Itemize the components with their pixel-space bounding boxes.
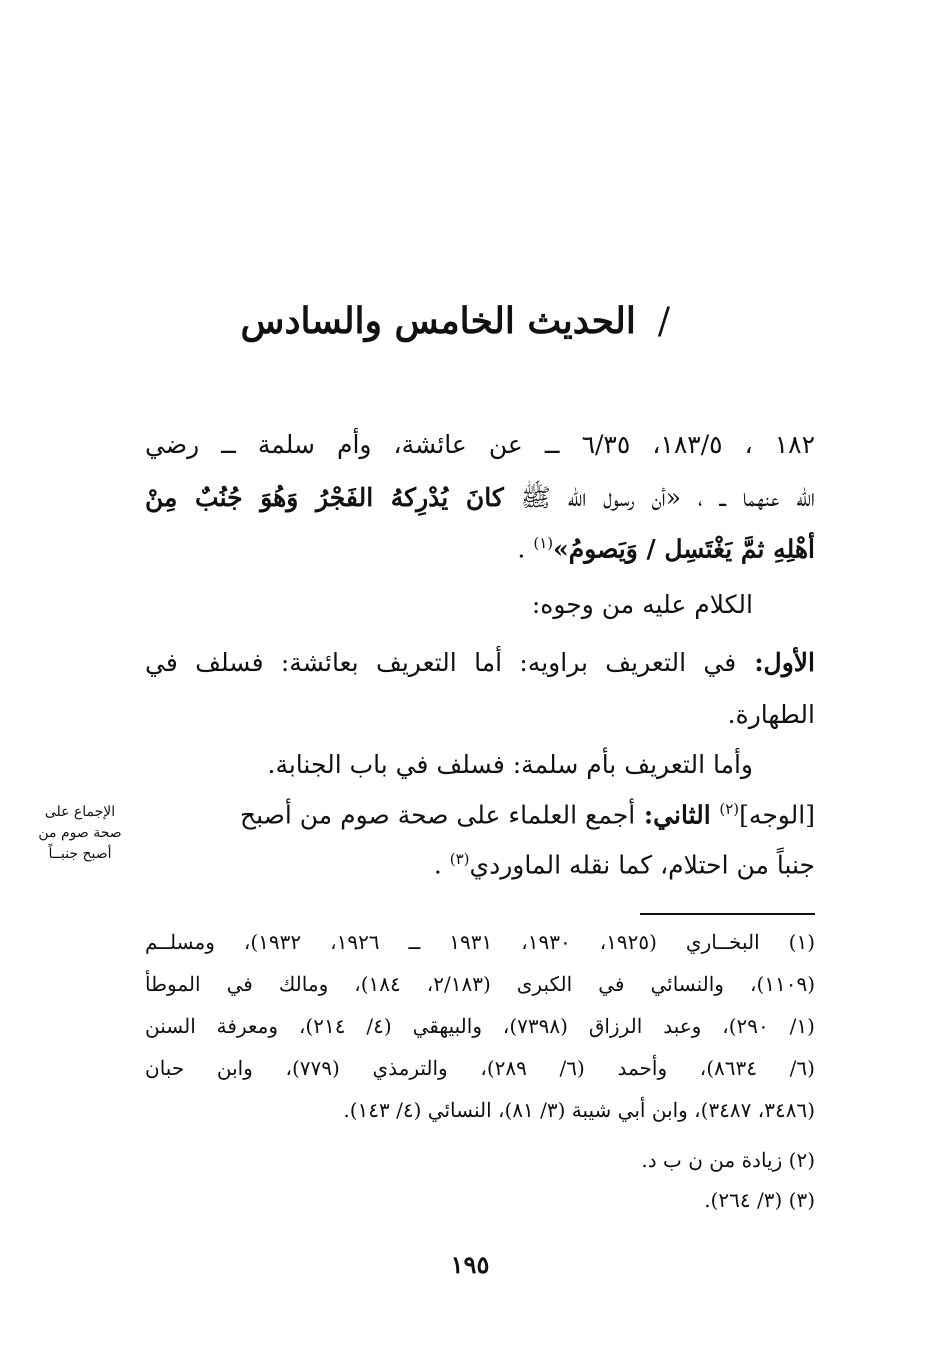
hadith-line-2-text: كانَ يُدْرِكهُ الفَجْرُ وَهُوَ جُنُبٌ مِنْ xyxy=(145,483,504,512)
second-aspect-text: أجمع العلماء على صحة صوم من أصبح xyxy=(239,800,636,830)
hadith-line-2-plain: الله عنهما ــ ، «أن رسول الله ﷺ xyxy=(503,483,815,512)
hadith-line-3-end: . xyxy=(517,534,534,564)
second-aspect-cont-end: . xyxy=(433,850,450,880)
footnote-1-line-4: (٦/ ٨٦٣٤)، وأحمد (٦/ ٢٨٩)، والترمذي (٧٧٩)، وابن حبان xyxy=(145,1056,815,1080)
umm-salama-line: وأما التعريف بأم سلمة: فسلف في باب الجنابة. xyxy=(267,750,753,779)
margin-note-line-2: صحة صوم من xyxy=(38,825,122,841)
first-aspect-line xyxy=(145,648,815,677)
footnote-3: (٣) (٣/ ٢٦٤). xyxy=(704,1188,815,1212)
heading-text: الحديث الخامس والسادس xyxy=(240,300,636,342)
footnote-ref-1: (١) xyxy=(533,534,554,552)
footnote-1-line-2: (١١٠٩)، والنسائي في الكبرى (٢/١٨٣، ١٨٤)، ومالك في الموطأ xyxy=(145,972,816,996)
footnote-1-line-1: (١) البخــاري (١٩٢٥، ١٩٣٠، ١٩٣١ ــ ١٩٢٦، ١٩٣٢)، ومسلــم xyxy=(145,930,816,954)
footnote-ref-2: (٢) xyxy=(719,800,740,818)
footnote-divider xyxy=(640,913,815,915)
margin-note xyxy=(30,802,130,865)
footnote-ref-3: (٣) xyxy=(449,850,470,868)
hadith-line-3 xyxy=(517,534,815,563)
first-aspect-cont: الطهارة. xyxy=(727,700,815,729)
second-aspect-cont-text: جنباً من احتلام، كما نقله الماوردي xyxy=(469,850,815,880)
second-aspect-label-2: الثاني: xyxy=(635,800,720,830)
section-heading xyxy=(240,300,670,342)
first-aspect-label: الأول: xyxy=(736,648,815,677)
page-number: ١٩٥ xyxy=(450,1250,490,1279)
footnote-1-line-5: (٣٤٨٦، ٣٤٨٧)، وابن أبي شيبة (٣/ ٨١)، النسائي (٤/ ١٤٣). xyxy=(343,1098,815,1122)
second-aspect-cont xyxy=(434,850,815,879)
margin-note-line-1: الإجماع على xyxy=(44,804,116,820)
hadith-line-2 xyxy=(145,482,815,519)
page-break-mark: / xyxy=(657,301,670,342)
hadith-line-3-text: أهْلِهِ ثمَّ يَغْتَسِل / وَيَصومُ» xyxy=(553,534,815,564)
second-aspect-line xyxy=(240,800,815,829)
first-aspect-text: في التعريف براويه: أما التعريف بعائشة: فسلف في xyxy=(145,648,737,677)
margin-note-line-3: أصبح جنبــاً xyxy=(48,846,112,862)
footnote-1-line-3: (١/ ٢٩٠)، وعبد الرزاق (٧٣٩٨)، والبيهقي (٤/ ٢١٤)، ومعرفة السنن xyxy=(145,1014,815,1038)
footnote-2: (٢) زيادة من ن ب د. xyxy=(641,1148,815,1172)
commentary-intro: الكلام عليه من وجوه: xyxy=(531,590,753,619)
second-aspect-label: [الوجه] xyxy=(739,800,815,830)
hadith-line-1: ١٨٢ ، ١٨٣/٥، ٦/٣٥ ــ عن عائشة، وأم سلمة ــ رضي xyxy=(145,430,816,459)
